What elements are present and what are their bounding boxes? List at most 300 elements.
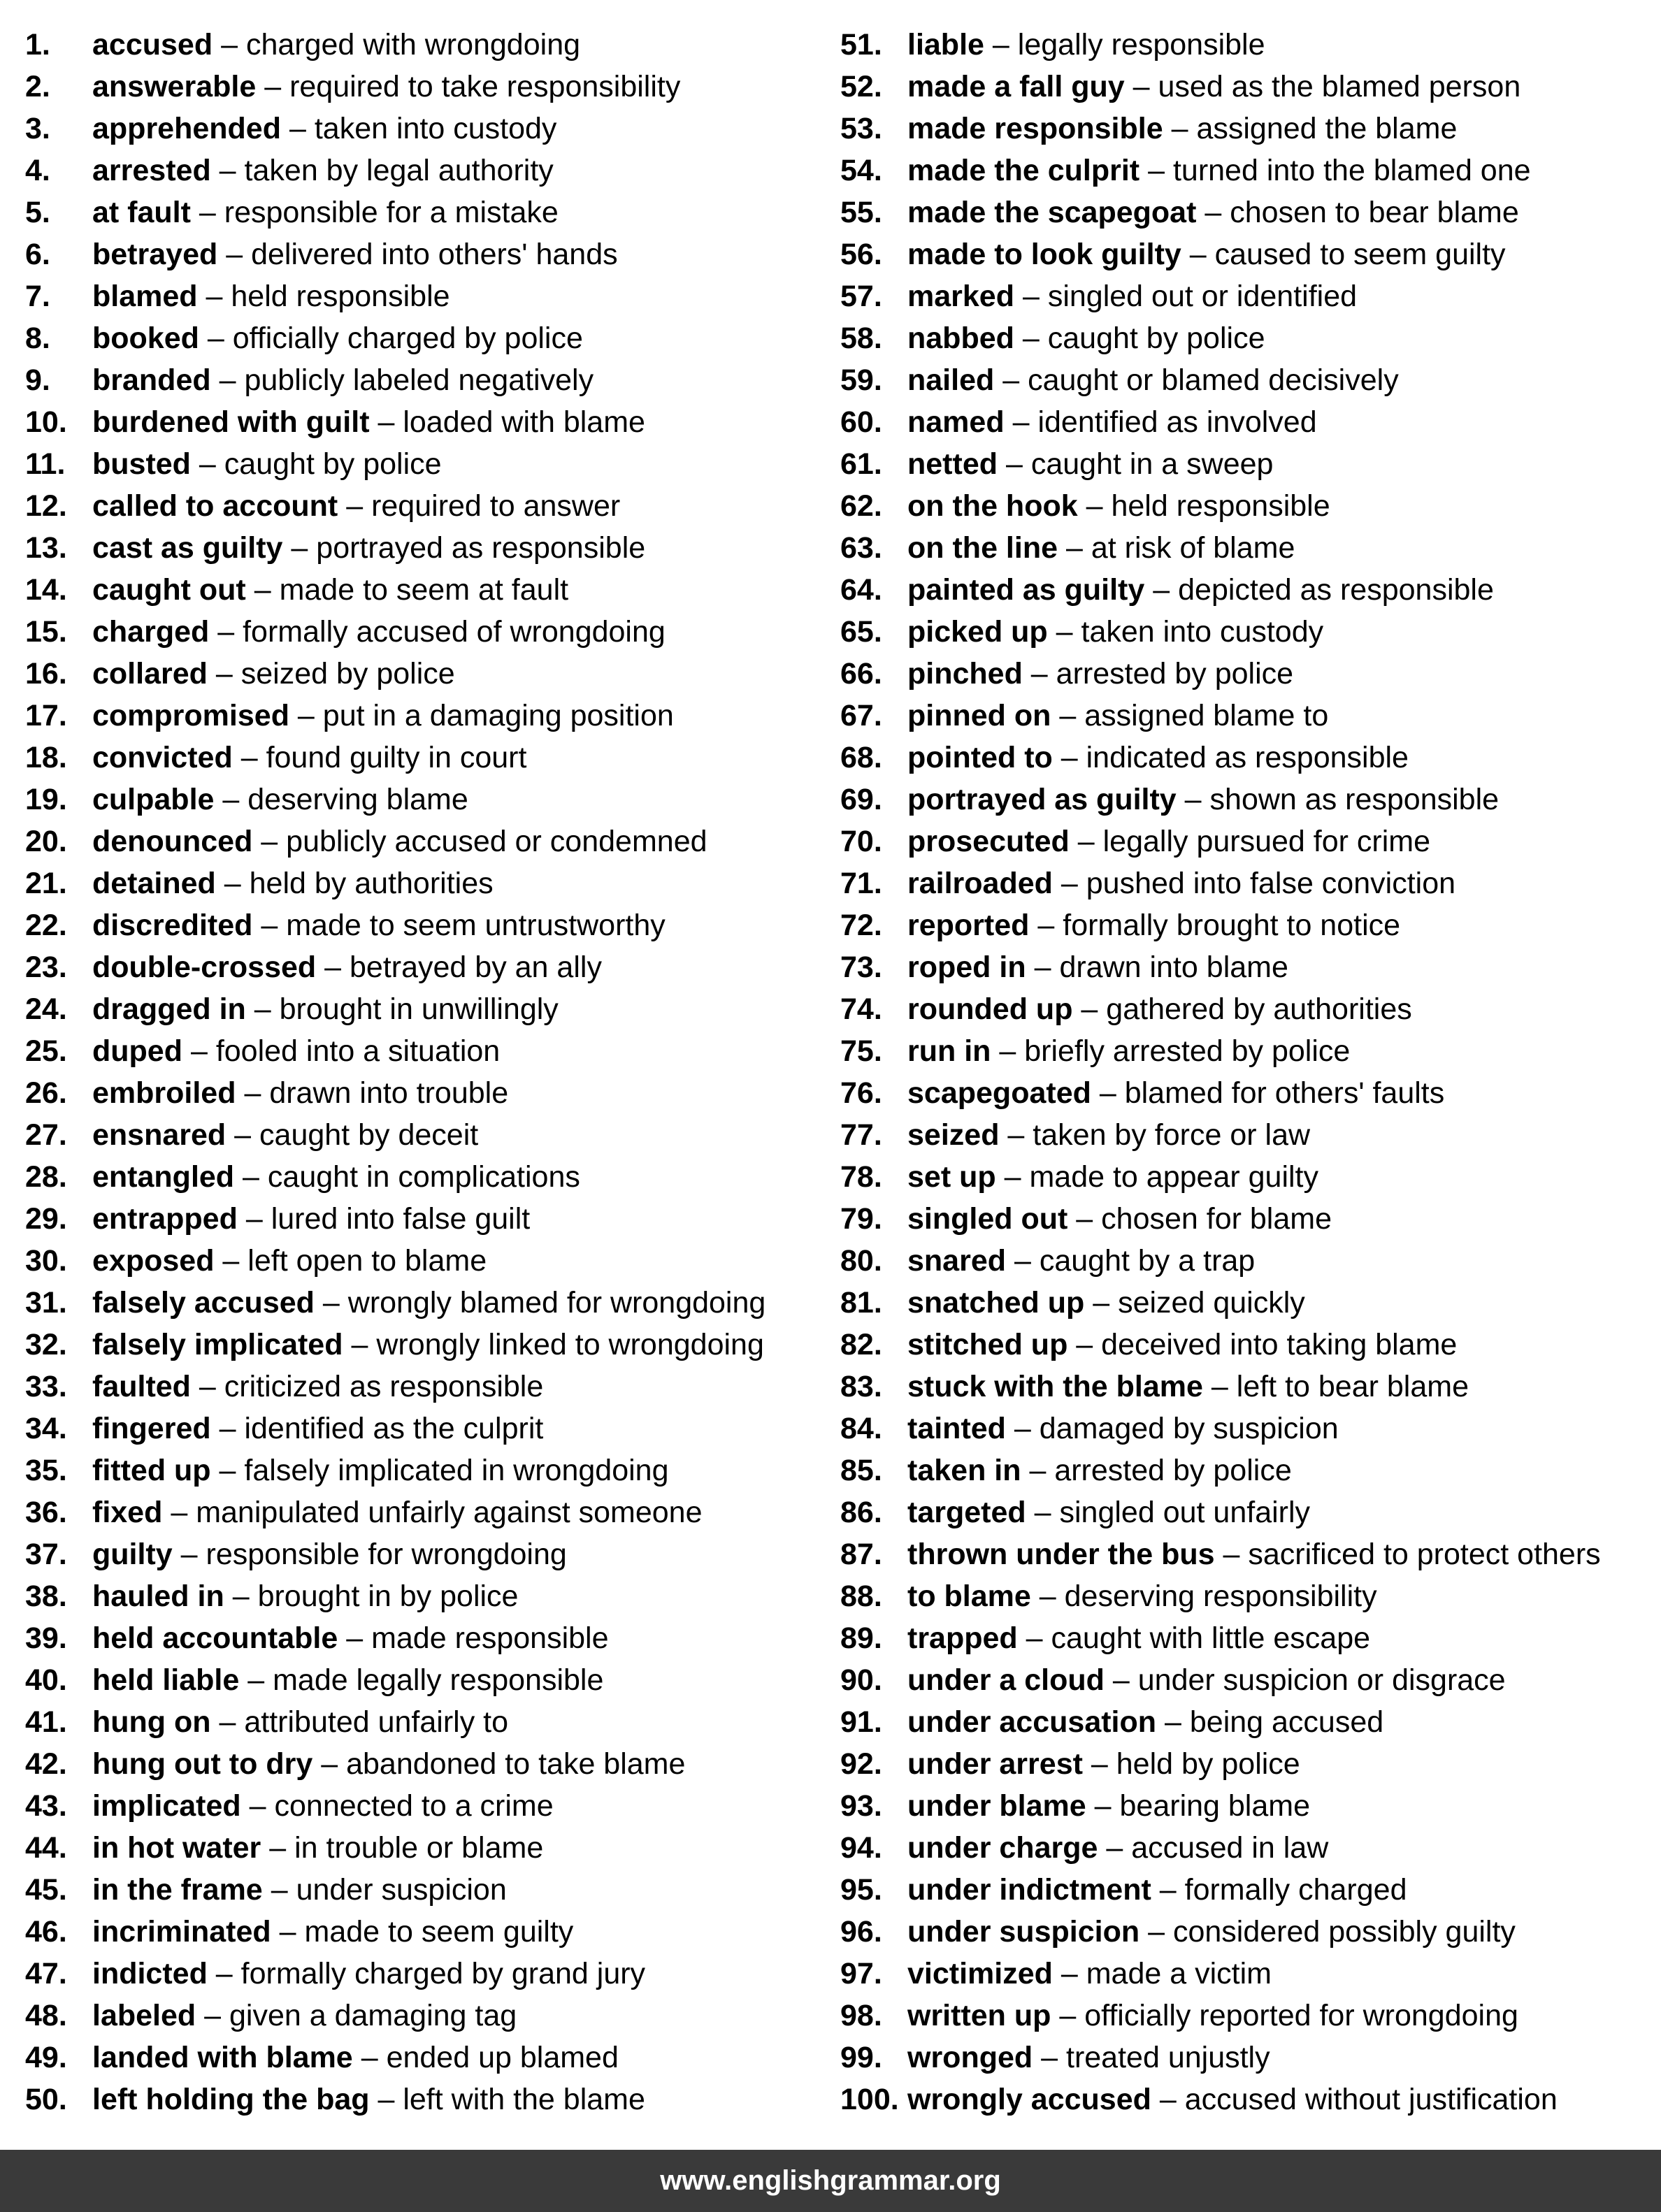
item-definition: falsely implicated in wrongdoing xyxy=(244,1454,669,1487)
item-number: 9. xyxy=(25,363,50,397)
item-term: burdened with guilt xyxy=(92,405,370,439)
item-definition: legally responsible xyxy=(1017,28,1265,62)
item-separator: – xyxy=(322,1286,340,1320)
item-definition: held responsible xyxy=(231,280,450,313)
item-number: 82. xyxy=(840,1328,882,1361)
list-item xyxy=(840,1156,1658,1198)
item-term: under indictment xyxy=(907,1873,1151,1907)
item-term: landed with blame xyxy=(92,2041,353,2074)
item-number: 47. xyxy=(25,1957,67,1990)
list-item xyxy=(840,1450,1658,1491)
item-number: 100. xyxy=(840,2083,899,2116)
item-definition: held responsible xyxy=(1111,489,1330,523)
item-number: 40. xyxy=(25,1663,67,1697)
item-number: 79. xyxy=(840,1202,882,1236)
item-text xyxy=(907,233,1506,275)
item-definition: identified as the culprit xyxy=(244,1412,544,1445)
item-term: run in xyxy=(907,1034,991,1068)
item-number: 3. xyxy=(25,112,50,145)
item-number: 72. xyxy=(840,909,882,942)
item-definition: lured into false guilt xyxy=(271,1202,531,1236)
item-definition: drawn into blame xyxy=(1059,950,1288,984)
item-separator: – xyxy=(1086,489,1103,523)
item-number: 56. xyxy=(840,238,882,271)
item-term: guilty xyxy=(92,1538,173,1571)
item-term: called to account xyxy=(92,489,338,523)
item-separator: – xyxy=(351,1328,368,1361)
item-number: 21. xyxy=(25,867,67,900)
item-term: prosecuted xyxy=(907,825,1070,858)
item-separator: – xyxy=(199,447,216,481)
list-item xyxy=(840,1324,1658,1366)
item-text xyxy=(92,862,494,904)
list-item xyxy=(25,821,829,862)
item-definition: publicly accused or condemned xyxy=(286,825,707,858)
item-term: double-crossed xyxy=(92,950,317,984)
item-number: 37. xyxy=(25,1538,67,1571)
item-number: 12. xyxy=(25,489,67,523)
item-definition: shown as responsible xyxy=(1209,783,1500,816)
item-term: made to look guilty xyxy=(907,238,1181,271)
item-separator: – xyxy=(222,1244,240,1278)
item-term: taken in xyxy=(907,1454,1021,1487)
item-term: set up xyxy=(907,1160,996,1194)
item-text xyxy=(907,737,1409,779)
item-number: 57. xyxy=(840,280,882,313)
item-text xyxy=(907,108,1457,150)
item-text xyxy=(907,904,1400,946)
item-text xyxy=(907,988,1412,1030)
item-number: 41. xyxy=(25,1705,67,1739)
item-text xyxy=(92,1659,603,1701)
list-item xyxy=(25,66,829,108)
item-number: 89. xyxy=(840,1621,882,1655)
list-item xyxy=(840,904,1658,946)
item-number: 55. xyxy=(840,196,882,229)
item-text xyxy=(907,946,1288,988)
item-number: 17. xyxy=(25,699,67,732)
item-term: ensnared xyxy=(92,1118,226,1152)
item-definition: made responsible xyxy=(371,1621,609,1655)
item-term: pinched xyxy=(907,657,1023,691)
item-definition: gathered by authorities xyxy=(1106,992,1412,1026)
item-definition: left to bear blame xyxy=(1236,1370,1469,1403)
item-text xyxy=(907,191,1519,233)
item-text xyxy=(92,1324,764,1366)
list-item xyxy=(25,737,829,779)
footer-bar xyxy=(0,2150,1661,2212)
item-text xyxy=(92,946,602,988)
item-number: 28. xyxy=(25,1160,67,1194)
item-number: 59. xyxy=(840,363,882,397)
item-term: entangled xyxy=(92,1160,235,1194)
item-separator: – xyxy=(1039,1580,1056,1613)
item-definition: blamed for others' faults xyxy=(1124,1076,1445,1110)
item-separator: – xyxy=(1007,1118,1025,1152)
item-text xyxy=(92,1366,543,1408)
item-term: under accusation xyxy=(907,1705,1157,1739)
item-definition: considered possibly guilty xyxy=(1172,1915,1516,1949)
list-item xyxy=(840,66,1658,108)
list-item xyxy=(840,988,1658,1030)
item-definition: betrayed by an ally xyxy=(350,950,602,984)
item-term: wrongly accused xyxy=(907,2083,1151,2116)
item-definition: treated unjustly xyxy=(1066,2041,1270,2074)
item-text xyxy=(907,1659,1506,1701)
item-definition: responsible for wrongdoing xyxy=(206,1538,567,1571)
list-item xyxy=(25,1072,829,1114)
item-separator: – xyxy=(264,70,282,103)
item-separator: – xyxy=(1081,992,1098,1026)
item-definition: ended up blamed xyxy=(386,2041,619,2074)
item-term: implicated xyxy=(92,1789,241,1823)
item-term: held accountable xyxy=(92,1621,338,1655)
list-item xyxy=(840,779,1658,821)
item-number: 38. xyxy=(25,1580,67,1613)
list-item xyxy=(840,191,1658,233)
item-term: held liable xyxy=(92,1663,240,1697)
word-list-left-column xyxy=(25,24,829,2120)
item-term: under arrest xyxy=(907,1747,1083,1781)
item-term: made a fall guy xyxy=(907,70,1125,103)
item-number: 33. xyxy=(25,1370,67,1403)
item-number: 67. xyxy=(840,699,882,732)
item-definition: charged with wrongdoing xyxy=(245,28,581,62)
item-separator: – xyxy=(249,1789,266,1823)
item-definition: required to answer xyxy=(371,489,621,523)
item-separator: – xyxy=(1094,1789,1112,1823)
item-term: fixed xyxy=(92,1496,163,1529)
item-term: nailed xyxy=(907,363,995,397)
item-definition: left with the blame xyxy=(403,2083,645,2116)
item-number: 18. xyxy=(25,741,67,774)
list-item xyxy=(840,401,1658,443)
item-number: 63. xyxy=(840,531,882,565)
item-text xyxy=(92,1995,517,2037)
item-text xyxy=(92,1491,702,1533)
item-text xyxy=(907,1114,1310,1156)
item-text xyxy=(92,1575,518,1617)
item-term: hung on xyxy=(92,1705,211,1739)
list-item xyxy=(25,1743,829,1785)
list-item xyxy=(25,233,829,275)
item-term: wronged xyxy=(907,2041,1033,2074)
item-term: tainted xyxy=(907,1412,1006,1445)
item-number: 93. xyxy=(840,1789,882,1823)
item-number: 70. xyxy=(840,825,882,858)
item-separator: – xyxy=(1159,2083,1177,2116)
item-number: 32. xyxy=(25,1328,67,1361)
item-definition: deserving responsibility xyxy=(1064,1580,1377,1613)
item-separator: – xyxy=(1026,1621,1043,1655)
item-text xyxy=(907,1030,1350,1072)
list-item xyxy=(840,737,1658,779)
item-number: 15. xyxy=(25,615,67,649)
item-definition: formally brought to notice xyxy=(1063,909,1401,942)
item-text xyxy=(907,1953,1272,1995)
item-text xyxy=(92,108,556,150)
item-separator: – xyxy=(219,1705,236,1739)
item-number: 54. xyxy=(840,154,882,187)
list-item xyxy=(840,1701,1658,1743)
item-text xyxy=(907,485,1330,527)
item-text xyxy=(907,1827,1328,1869)
item-number: 95. xyxy=(840,1873,882,1907)
item-definition: chosen to bear blame xyxy=(1230,196,1519,229)
item-term: under blame xyxy=(907,1789,1086,1823)
item-separator: – xyxy=(1184,783,1202,816)
item-number: 31. xyxy=(25,1286,67,1320)
item-term: targeted xyxy=(907,1496,1026,1529)
item-term: railroaded xyxy=(907,867,1053,900)
item-definition: arrested by police xyxy=(1054,1454,1292,1487)
item-separator: – xyxy=(219,1412,236,1445)
item-definition: sacrificed to protect others xyxy=(1248,1538,1601,1571)
item-number: 10. xyxy=(25,405,67,439)
list-item xyxy=(25,1491,829,1533)
item-number: 80. xyxy=(840,1244,882,1278)
item-separator: – xyxy=(219,1454,236,1487)
item-term: convicted xyxy=(92,741,233,774)
item-number: 75. xyxy=(840,1034,882,1068)
item-text xyxy=(92,1072,508,1114)
item-separator: – xyxy=(1005,447,1023,481)
item-number: 26. xyxy=(25,1076,67,1110)
item-definition: assigned blame to xyxy=(1084,699,1329,732)
item-number: 69. xyxy=(840,783,882,816)
item-number: 50. xyxy=(25,2083,67,2116)
item-separator: – xyxy=(378,405,395,439)
item-text xyxy=(92,2079,645,2120)
item-text xyxy=(92,988,559,1030)
list-item xyxy=(25,1701,829,1743)
list-item xyxy=(840,1869,1658,1911)
item-separator: – xyxy=(206,280,223,313)
item-text xyxy=(92,275,450,317)
item-separator: – xyxy=(1164,1705,1181,1739)
item-number: 14. xyxy=(25,573,67,607)
item-term: marked xyxy=(907,280,1014,313)
item-separator: – xyxy=(226,238,243,271)
item-definition: under suspicion or disgrace xyxy=(1137,1663,1506,1697)
item-separator: – xyxy=(346,489,364,523)
item-definition: given a damaging tag xyxy=(229,1999,517,2032)
item-term: embroiled xyxy=(92,1076,236,1110)
list-item xyxy=(840,150,1658,191)
list-item xyxy=(840,2079,1658,2120)
item-term: in hot water xyxy=(92,1831,261,1865)
item-term: painted as guilty xyxy=(907,573,1145,607)
item-separator: – xyxy=(224,867,241,900)
item-number: 25. xyxy=(25,1034,67,1068)
list-item xyxy=(25,1156,829,1198)
list-item xyxy=(840,1240,1658,1282)
item-definition: caught with little escape xyxy=(1051,1621,1371,1655)
item-text xyxy=(907,1491,1310,1533)
item-term: to blame xyxy=(907,1580,1031,1613)
item-separator: – xyxy=(324,950,342,984)
list-item xyxy=(840,1491,1658,1533)
item-definition: briefly arrested by police xyxy=(1024,1034,1351,1068)
item-definition: wrongly blamed for wrongdoing xyxy=(347,1286,766,1320)
item-text xyxy=(907,653,1293,695)
list-item xyxy=(25,317,829,359)
item-text xyxy=(92,1450,669,1491)
item-term: stuck with the blame xyxy=(907,1370,1203,1403)
item-definition: being accused xyxy=(1189,1705,1384,1739)
item-term: arrested xyxy=(92,154,211,187)
item-term: snatched up xyxy=(907,1286,1085,1320)
item-separator: – xyxy=(1041,2041,1058,2074)
item-definition: caught or blamed decisively xyxy=(1028,363,1399,397)
item-definition: made legally responsible xyxy=(273,1663,604,1697)
item-separator: – xyxy=(1159,1873,1177,1907)
list-item xyxy=(25,2079,829,2120)
item-text xyxy=(92,695,674,737)
item-number: 71. xyxy=(840,867,882,900)
item-term: branded xyxy=(92,363,211,397)
list-item xyxy=(840,1030,1658,1072)
item-definition: left open to blame xyxy=(247,1244,487,1278)
item-text xyxy=(92,527,645,569)
item-separator: – xyxy=(217,615,235,649)
item-term: thrown under the bus xyxy=(907,1538,1215,1571)
list-item xyxy=(840,1366,1658,1408)
item-separator: – xyxy=(1106,1831,1123,1865)
item-text xyxy=(92,24,580,66)
item-definition: abandoned to take blame xyxy=(346,1747,686,1781)
item-separator: – xyxy=(1153,573,1170,607)
item-term: charged xyxy=(92,615,210,649)
item-separator: – xyxy=(204,1999,222,2032)
item-separator: – xyxy=(1076,1328,1093,1361)
item-term: denounced xyxy=(92,825,253,858)
list-item xyxy=(25,904,829,946)
item-separator: – xyxy=(245,1202,263,1236)
item-term: collared xyxy=(92,657,208,691)
item-definition: accused in law xyxy=(1131,1831,1329,1865)
item-term: apprehended xyxy=(92,112,281,145)
item-separator: – xyxy=(992,28,1009,62)
item-number: 86. xyxy=(840,1496,882,1529)
item-definition: used as the blamed person xyxy=(1158,70,1521,103)
item-term: made responsible xyxy=(907,112,1163,145)
item-text xyxy=(907,1408,1339,1450)
list-item xyxy=(25,569,829,611)
item-definition: formally charged xyxy=(1184,1873,1407,1907)
item-definition: identified as involved xyxy=(1037,405,1317,439)
item-number: 45. xyxy=(25,1873,67,1907)
item-number: 84. xyxy=(840,1412,882,1445)
list-item xyxy=(840,653,1658,695)
item-definition: made to seem guilty xyxy=(304,1915,574,1949)
item-number: 60. xyxy=(840,405,882,439)
item-number: 97. xyxy=(840,1957,882,1990)
list-item xyxy=(25,1366,829,1408)
item-number: 39. xyxy=(25,1621,67,1655)
item-separator: – xyxy=(247,1663,265,1697)
item-definition: pushed into false conviction xyxy=(1086,867,1456,900)
item-definition: chosen for blame xyxy=(1101,1202,1332,1236)
item-text xyxy=(92,1701,508,1743)
item-separator: – xyxy=(234,1118,252,1152)
item-text xyxy=(92,150,554,191)
item-term: indicted xyxy=(92,1957,208,1990)
item-term: compromised xyxy=(92,699,289,732)
item-text xyxy=(907,1743,1300,1785)
list-item xyxy=(25,1617,829,1659)
item-definition: brought in by police xyxy=(257,1580,519,1613)
item-term: fingered xyxy=(92,1412,211,1445)
item-term: singled out xyxy=(907,1202,1068,1236)
list-item xyxy=(25,1869,829,1911)
item-definition: at risk of blame xyxy=(1091,531,1295,565)
item-number: 42. xyxy=(25,1747,67,1781)
item-number: 64. xyxy=(840,573,882,607)
item-separator: – xyxy=(219,363,236,397)
item-separator: – xyxy=(254,992,271,1026)
item-text xyxy=(907,821,1430,862)
list-item xyxy=(840,317,1658,359)
item-text xyxy=(907,275,1357,317)
item-text xyxy=(92,317,583,359)
item-separator: – xyxy=(1148,154,1165,187)
item-definition: seized by police xyxy=(240,657,455,691)
item-definition: singled out or identified xyxy=(1047,280,1358,313)
list-item xyxy=(25,988,829,1030)
item-number: 48. xyxy=(25,1999,67,2032)
list-item xyxy=(25,1659,829,1701)
item-definition: arrested by police xyxy=(1056,657,1294,691)
item-number: 29. xyxy=(25,1202,67,1236)
item-separator: – xyxy=(279,1915,296,1949)
item-term: discredited xyxy=(92,909,253,942)
item-definition: portrayed as responsible xyxy=(316,531,646,565)
list-item xyxy=(840,1827,1658,1869)
item-number: 19. xyxy=(25,783,67,816)
item-term: hung out to dry xyxy=(92,1747,313,1781)
item-number: 11. xyxy=(25,447,66,481)
item-definition: connected to a crime xyxy=(274,1789,554,1823)
item-text xyxy=(907,1240,1255,1282)
list-item xyxy=(25,1240,829,1282)
list-item xyxy=(25,1533,829,1575)
item-term: fitted up xyxy=(92,1454,211,1487)
item-separator: – xyxy=(261,909,278,942)
item-term: rounded up xyxy=(907,992,1073,1026)
item-term: hauled in xyxy=(92,1580,224,1613)
item-term: picked up xyxy=(907,615,1048,649)
list-item xyxy=(25,1995,829,2037)
item-text xyxy=(92,1408,543,1450)
list-item xyxy=(840,233,1658,275)
item-text xyxy=(907,779,1499,821)
item-text xyxy=(92,1953,645,1995)
item-separator: – xyxy=(1065,531,1083,565)
item-separator: – xyxy=(199,1370,216,1403)
item-text xyxy=(907,611,1323,653)
item-definition: fooled into a situation xyxy=(215,1034,501,1068)
list-item xyxy=(25,946,829,988)
item-term: exposed xyxy=(92,1244,215,1278)
item-definition: made to appear guilty xyxy=(1029,1160,1319,1194)
item-text xyxy=(92,904,666,946)
list-item xyxy=(840,946,1658,988)
item-term: entrapped xyxy=(92,1202,238,1236)
item-text xyxy=(907,1533,1601,1575)
item-number: 7. xyxy=(25,280,50,313)
item-text xyxy=(92,737,526,779)
